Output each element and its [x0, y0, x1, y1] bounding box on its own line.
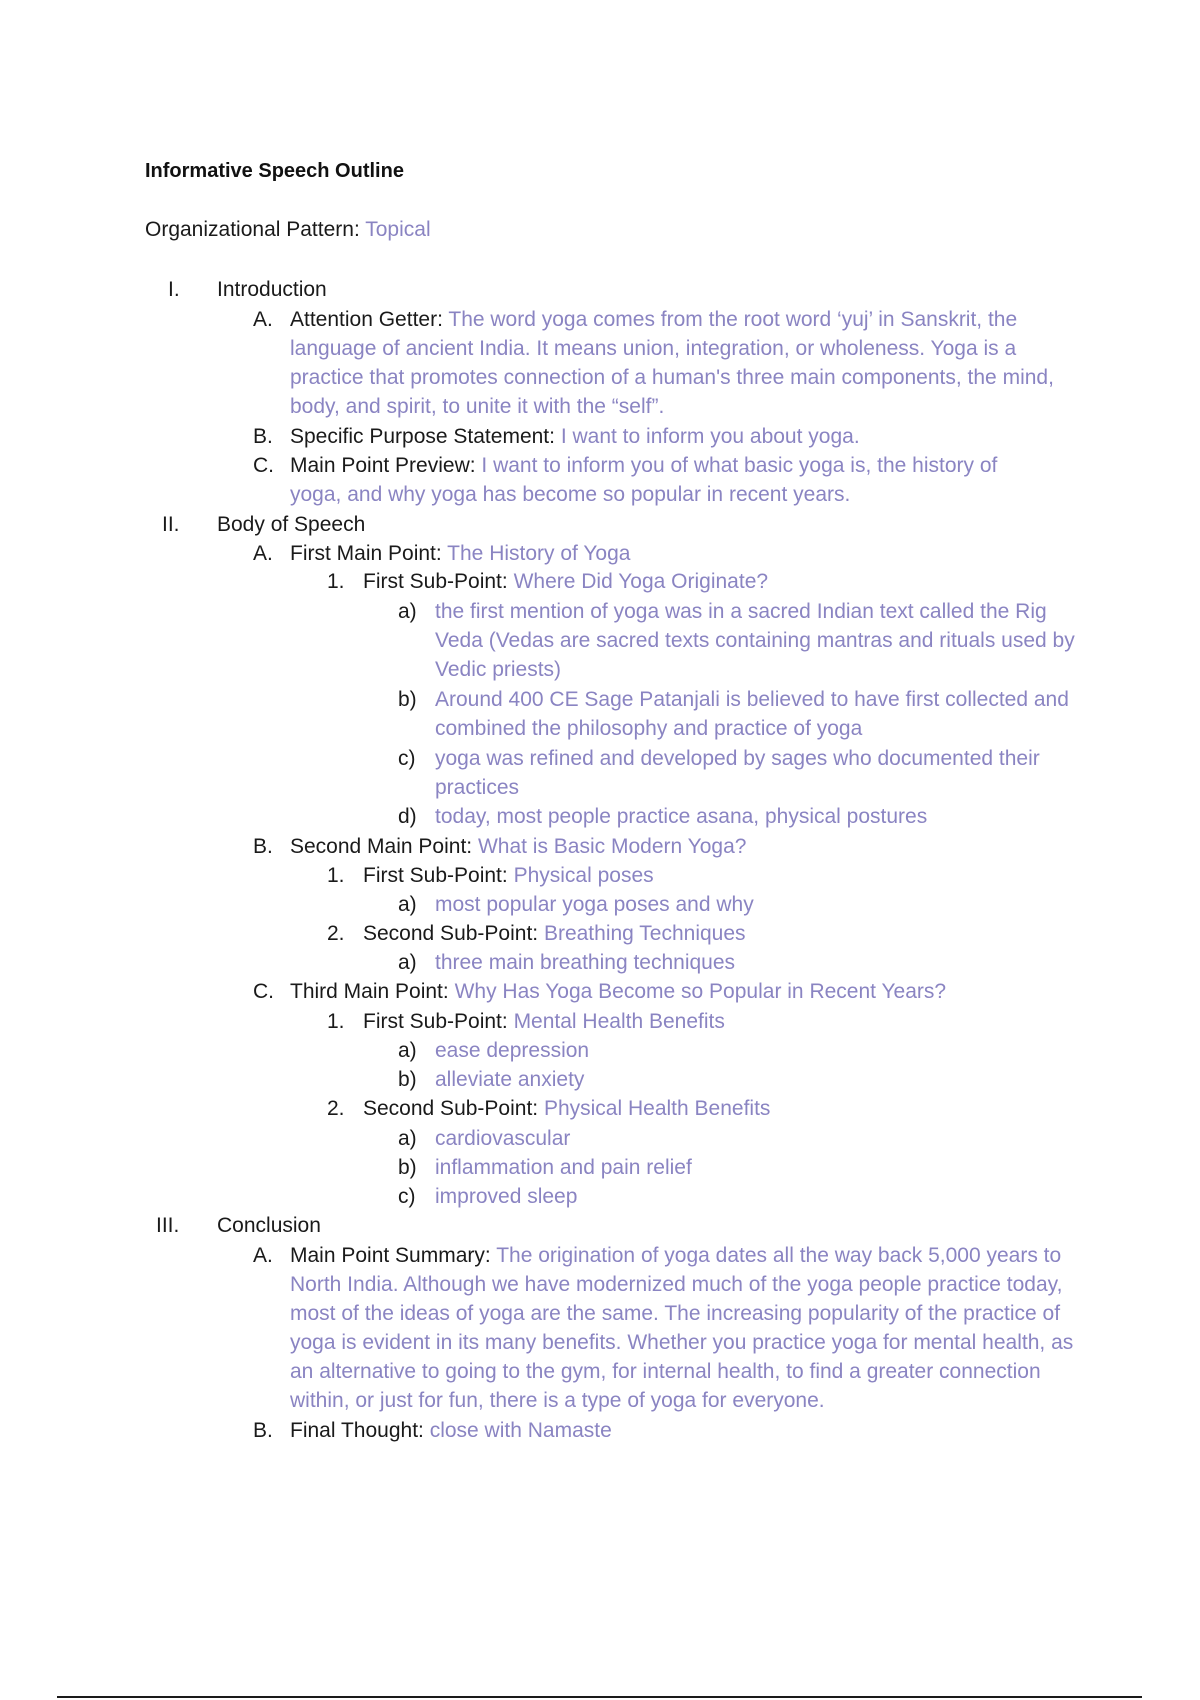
- intro-b-label: Specific Purpose Statement:: [290, 425, 561, 448]
- intro-attention-getter: [290, 305, 1085, 421]
- list-item: today, most people practice asana, physical postures: [435, 805, 928, 828]
- conclusion-a-text: The origination of yoga dates all the way back 5,000 years to North India. Although we have modernized much of the yoga people practice today, most of the ideas of yoga are the same. The increasing popularity of the practice of yoga is evident in its many benefits. Whether you practice yoga for mental health, as an alternative to going to the gym, for internal health, to find a greater connection within, or just for fun, there is a type of yoga for everyone.: [290, 1244, 1074, 1412]
- org-label: Organizational Pattern:: [145, 218, 366, 241]
- main3-sub2-value: Physical Health Benefits: [543, 1097, 771, 1120]
- list-item: cardiovascular: [435, 1127, 571, 1150]
- main3-marker: C.: [253, 980, 274, 1003]
- main1-sub1-value: Where Did Yoga Originate?: [513, 570, 769, 593]
- section-heading-conclusion: Conclusion: [217, 1214, 321, 1237]
- main2-sub-point-1: [363, 861, 654, 890]
- main-point-3: [290, 977, 946, 1006]
- main3-sub-point-1: [363, 1007, 725, 1036]
- main2-value: What is Basic Modern Yoga?: [477, 835, 747, 858]
- bottom-rule: [57, 1696, 1142, 1698]
- main2-sub1-marker: 1.: [327, 864, 345, 887]
- main3-sub2-label: Second Sub-Point:: [363, 1097, 544, 1120]
- list-item-marker: b): [398, 1156, 417, 1179]
- main1-sub1-marker: 1.: [327, 570, 345, 593]
- list-item-marker: a): [398, 1039, 417, 1062]
- intro-b-marker: B.: [253, 425, 273, 448]
- list-item: improved sleep: [435, 1185, 578, 1208]
- intro-c-label: Main Point Preview:: [290, 454, 482, 477]
- main1-sub1-label: First Sub-Point:: [363, 570, 514, 593]
- main3-label: Third Main Point:: [290, 980, 455, 1003]
- main1-value: The History of Yoga: [447, 542, 631, 565]
- section-heading-body: Body of Speech: [217, 513, 366, 536]
- main2-sub2-label: Second Sub-Point:: [363, 922, 544, 945]
- section-marker-conclusion: III.: [156, 1214, 180, 1237]
- main2-sub1-value: Physical poses: [513, 864, 654, 887]
- list-item-marker: a): [398, 951, 417, 974]
- list-item-marker: b): [398, 1068, 417, 1091]
- list-item-marker: d): [398, 805, 417, 828]
- list-item: yoga was refined and developed by sages who documented their practices: [435, 747, 1040, 799]
- list-item: alleviate anxiety: [435, 1068, 585, 1091]
- conclusion-a-label: Main Point Summary:: [290, 1244, 497, 1267]
- organizational-pattern: [145, 218, 431, 242]
- list-item-marker: c): [398, 747, 416, 770]
- main1-label: First Main Point:: [290, 542, 448, 565]
- intro-a-label: Attention Getter:: [290, 308, 449, 331]
- conclusion-final-thought: [290, 1416, 612, 1445]
- main3-sub1-label: First Sub-Point:: [363, 1010, 514, 1033]
- list-item: Around 400 CE Sage Patanjali is believed to have first collected and combined the philosophy and practice of yoga: [435, 688, 1069, 740]
- conclusion-a-marker: A.: [253, 1244, 273, 1267]
- main3-sub2-marker: 2.: [327, 1097, 345, 1120]
- list-item: inflammation and pain relief: [435, 1156, 692, 1179]
- intro-a-marker: A.: [253, 308, 273, 331]
- main3-value: Why Has Yoga Become so Popular in Recent Years?: [454, 980, 947, 1003]
- main1-marker: A.: [253, 542, 273, 565]
- intro-c-text: I want to inform you of what basic yoga is, the history of yoga, and why yoga has become so popular in recent years.: [290, 454, 998, 506]
- main-point-1: [290, 539, 630, 568]
- intro-main-point-preview: [290, 451, 1050, 509]
- main2-marker: B.: [253, 835, 273, 858]
- list-item: three main breathing techniques: [435, 951, 736, 974]
- list-item-marker: a): [398, 600, 417, 623]
- list-item-marker: c): [398, 1185, 416, 1208]
- intro-c-marker: C.: [253, 454, 274, 477]
- list-item-marker: a): [398, 1127, 417, 1150]
- section-marker-introduction: I.: [168, 278, 180, 301]
- list-item: ease depression: [435, 1039, 590, 1062]
- section-marker-body: II.: [162, 513, 180, 536]
- main3-sub1-marker: 1.: [327, 1010, 345, 1033]
- conclusion-main-point-summary: [290, 1241, 1090, 1415]
- conclusion-b-marker: B.: [253, 1419, 273, 1442]
- main2-sub-point-2: [363, 919, 746, 948]
- intro-a-text: The word yoga comes from the root word ‘yuj’ in Sanskrit, the language of ancient India. It means union, integration, or wholeness. Yoga is a practice that promotes connection of a human's three main components, the mind, body, and spirit, to unite it with the “self”.: [290, 308, 1054, 418]
- list-item: the first mention of yoga was in a sacred Indian text called the Rig Veda (Vedas are sacred texts containing mantras and rituals used by Vedic priests): [435, 600, 1075, 681]
- main2-sub2-marker: 2.: [327, 922, 345, 945]
- list-item: most popular yoga poses and why: [435, 893, 754, 916]
- org-value: Topical: [365, 218, 431, 241]
- main3-sub1-value: Mental Health Benefits: [513, 1010, 725, 1033]
- intro-b-text: I want to inform you about yoga.: [560, 425, 860, 448]
- section-heading-introduction: Introduction: [217, 278, 327, 301]
- main3-sub-point-2: [363, 1094, 770, 1123]
- conclusion-b-label: Final Thought:: [290, 1419, 430, 1442]
- main2-sub2-value: Breathing Techniques: [543, 922, 746, 945]
- main2-label: Second Main Point:: [290, 835, 478, 858]
- list-item-marker: a): [398, 893, 417, 916]
- document-title: Informative Speech Outline: [145, 160, 404, 182]
- intro-specific-purpose: [290, 422, 860, 451]
- main2-sub1-label: First Sub-Point:: [363, 864, 514, 887]
- list-item-marker: b): [398, 688, 417, 711]
- main1-sub-point-1: [363, 567, 768, 596]
- main-point-2: [290, 832, 746, 861]
- conclusion-b-text: close with Namaste: [429, 1419, 612, 1442]
